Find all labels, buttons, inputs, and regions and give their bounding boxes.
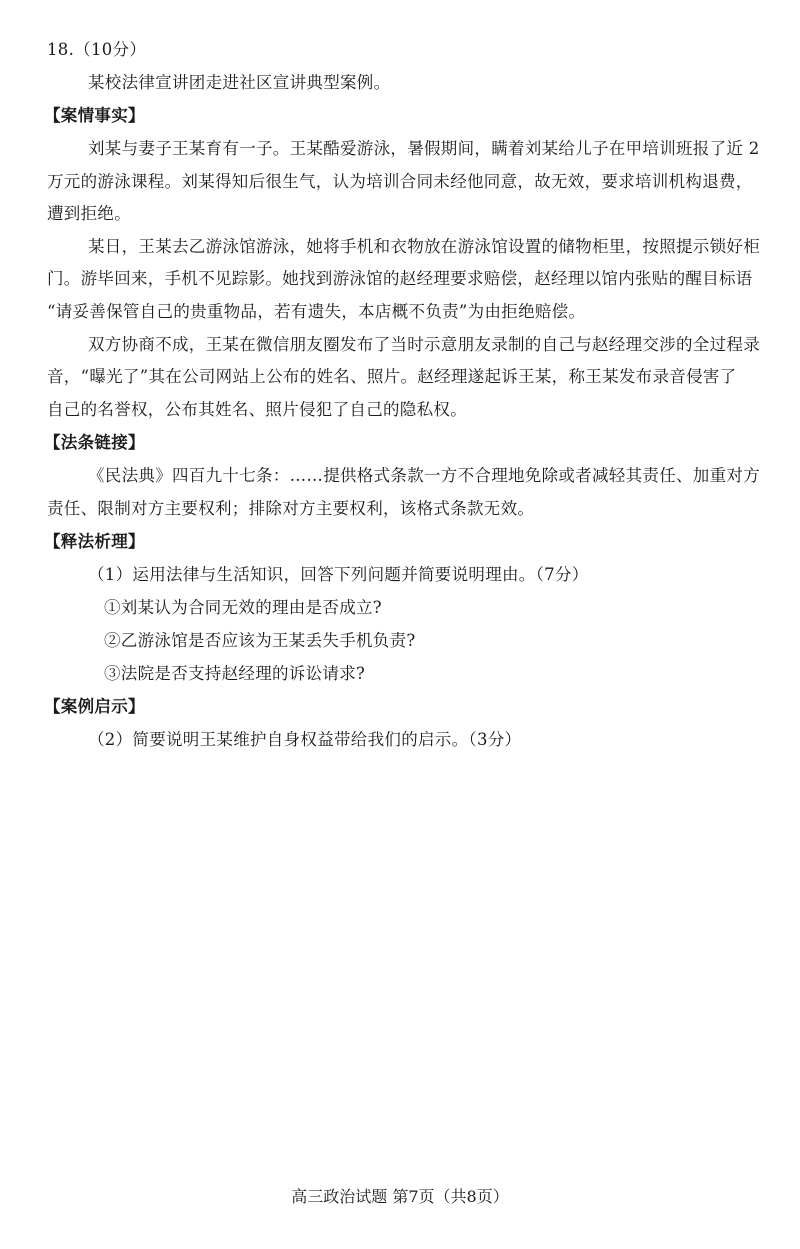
facts-paragraph-2-line-2: 门。游毕回来，手机不见踪影。她找到游泳馆的赵经理要求赔偿，赵经理以馆内张贴的醒目标语 — [47, 269, 753, 288]
facts-paragraph-1-line-1: 刘某与妻子王某育有一子。王某酷爱游泳，暑假期间，瞒着刘某给儿子在甲培训班报了近 2 — [88, 139, 760, 158]
section-heading-analysis: 【释法析理】 — [44, 532, 145, 551]
page-footer: 高三政治试题 第7页（共8页） — [291, 1187, 509, 1206]
section-heading-facts: 【案情事实】 — [44, 106, 145, 125]
question-number: 18.（10分） — [47, 40, 147, 59]
facts-paragraph-3-line-1: 双方协商不成，王某在微信朋友圈发布了当时示意朋友录制的自己与赵经理交涉的全过程录 — [88, 335, 760, 354]
question-1-sub-1: ①刘某认为合同无效的理由是否成立? — [104, 598, 382, 617]
section-heading-inspiration: 【案例启示】 — [44, 697, 145, 716]
question-1-sub-3: ③法院是否支持赵经理的诉讼请求? — [104, 664, 366, 683]
question-intro: 某校法律宣讲团走进社区宣讲典型案例。 — [88, 73, 391, 92]
question-1-sub-2: ②乙游泳馆是否应该为王某丢失手机负责? — [104, 631, 416, 650]
section-heading-law: 【法条链接】 — [44, 433, 145, 452]
facts-paragraph-1-line-2: 万元的游泳课程。刘某得知后很生气，认为培训合同未经他同意，故无效，要求培训机构退费， — [47, 172, 753, 191]
question-1-prompt: （1）运用法律与生活知识，回答下列问题并简要说明理由。（7分） — [88, 565, 589, 584]
facts-paragraph-2-line-3: “请妥善保管自己的贵重物品，若有遗失，本店概不负责”为由拒绝赔偿。 — [47, 302, 586, 321]
facts-paragraph-1-line-3: 遭到拒绝。 — [47, 204, 131, 223]
facts-paragraph-2-line-1: 某日，王某去乙游泳馆游泳，她将手机和衣物放在游泳馆设置的储物柜里，按照提示锁好柜 — [88, 237, 760, 256]
question-2-prompt: （2）简要说明王某维护自身权益带给我们的启示。（3分） — [88, 730, 522, 749]
law-article-line-1: 《民法典》四百九十七条：……提供格式条款一方不合理地免除或者减轻其责任、加重对方 — [88, 466, 760, 485]
facts-paragraph-3-line-2: 音，“曝光了”其在公司网站上公布的姓名、照片。赵经理遂起诉王某，称王某发布录音侵害了 — [47, 367, 737, 386]
facts-paragraph-3-line-3: 自己的名誉权，公布其姓名、照片侵犯了自己的隐私权。 — [47, 400, 467, 419]
law-article-line-2: 责任、限制对方主要权利；排除对方主要权利，该格式条款无效。 — [47, 499, 535, 518]
